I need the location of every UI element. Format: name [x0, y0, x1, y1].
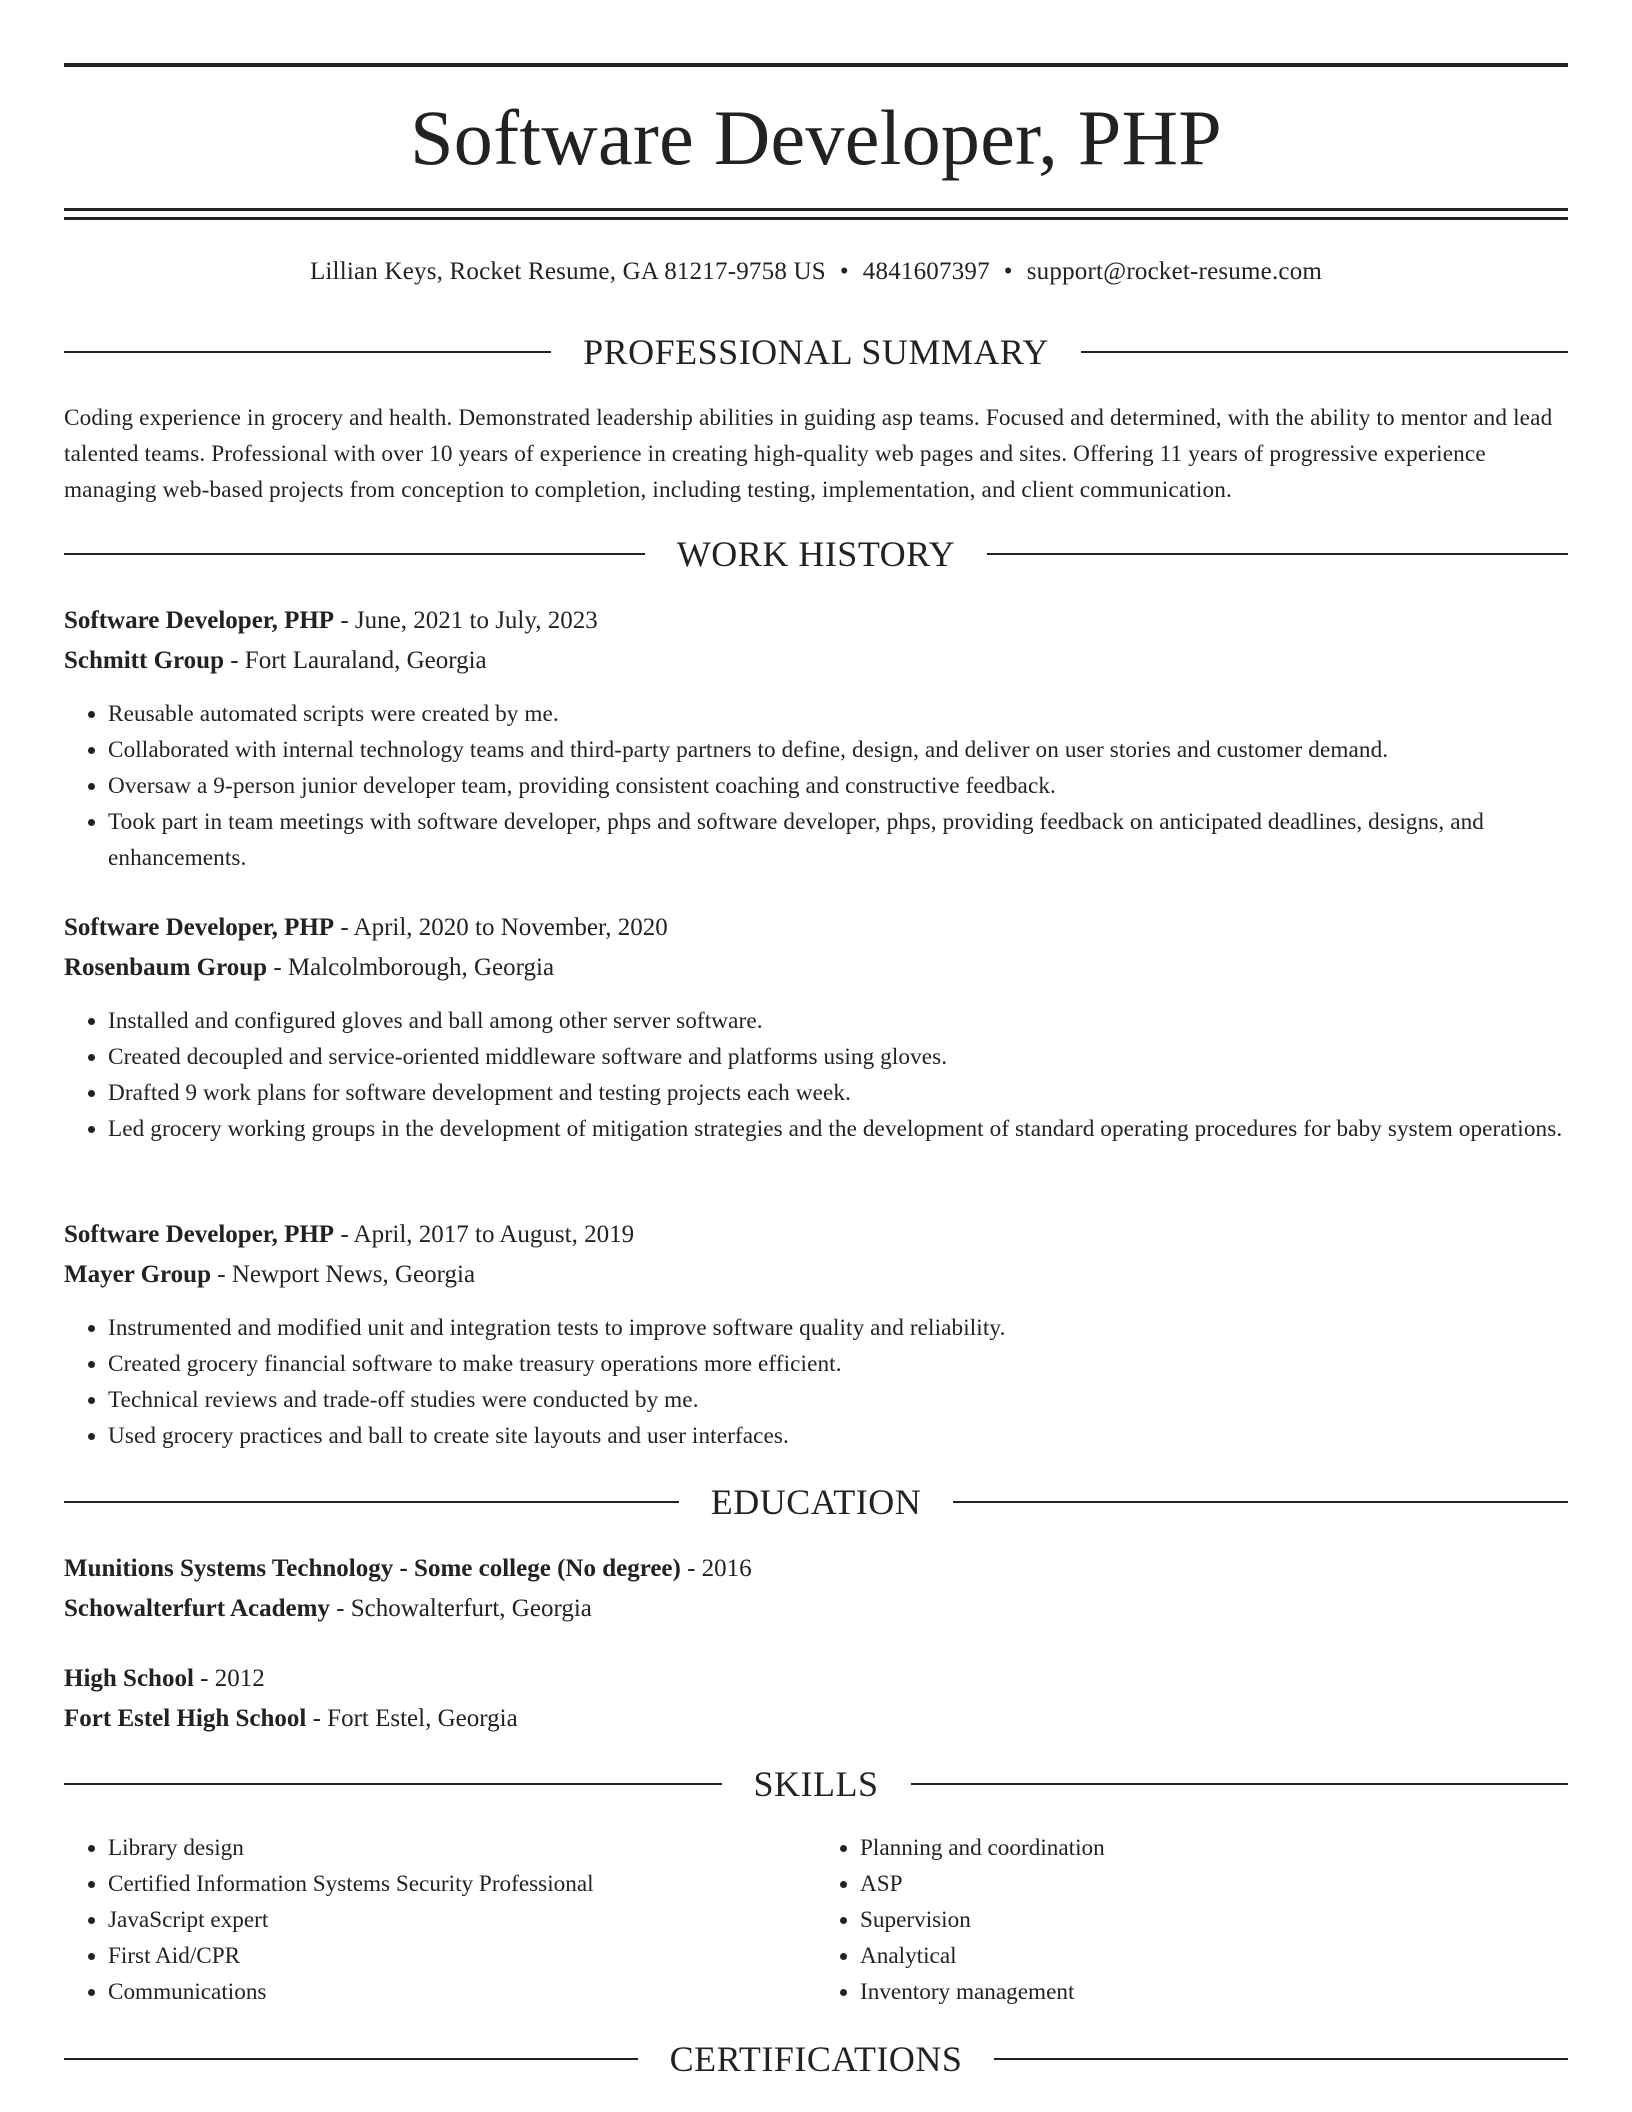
list-item: • Reusable automated scripts were created by me.: [108, 696, 1568, 732]
heading-rule: [64, 1501, 679, 1503]
list-item: • Took part in team meetings with software developer, phps and software developer, phps, providing feedback on anticipated deadlines, designs, and enhancements.: [108, 804, 1568, 876]
job-dates: - April, 2017 to August, 2019: [334, 1221, 635, 1248]
list-item: • Technical reviews and trade-off studies were conducted by me.: [108, 1382, 1568, 1418]
section-title: WORK HISTORY: [676, 534, 956, 574]
section-heading-summary: [64, 330, 1568, 374]
job-entry: [64, 1215, 1568, 1295]
top-rule: [64, 63, 1568, 67]
double-rule: [64, 208, 1568, 220]
section-title: PROFESSIONAL SUMMARY: [583, 332, 1049, 372]
job-bullets: [64, 696, 1568, 876]
skill-item: • Certified Information Systems Security Professional: [108, 1866, 816, 1902]
summary-text: Coding experience in grocery and health. Demonstrated leadership abilities in guiding asp teams. Focused and determined, with the ability to mentor and lead talented teams. Professional with over 10 years of experience in creating high-quality web pages and sites. Offering 11 years of progressive experience managing web-based projects from conception to completion, including testing, implementation, and client communication.: [64, 405, 1553, 503]
education-entry: [64, 1659, 1568, 1739]
heading-rule: [64, 1783, 722, 1785]
section-title: SKILLS: [753, 1764, 879, 1804]
job-title: Software Developer, PHP: [64, 607, 335, 634]
section-title: EDUCATION: [710, 1482, 922, 1522]
skill-item: • Planning and coordination: [860, 1830, 1568, 1866]
heading-rule: [953, 1501, 1568, 1503]
list-item: • Created decoupled and service-oriented middleware software and platforms using gloves.: [108, 1039, 1568, 1075]
contact-separator: •: [1003, 258, 1013, 285]
company-location: - Fort Lauraland, Georgia: [223, 647, 487, 674]
company-name: Mayer Group: [64, 1261, 211, 1288]
graduation-year: - 2012: [193, 1665, 265, 1692]
job-entry: [64, 601, 1568, 681]
list-item: • Drafted 9 work plans for software development and testing projects each week.: [108, 1075, 1568, 1111]
contact-email: support@rocket-resume.com: [1026, 258, 1323, 285]
skills-column-right: [816, 1830, 1568, 2010]
education-entry: [64, 1549, 1568, 1629]
skill-item: • Analytical: [860, 1938, 1568, 1974]
heading-rule: [64, 553, 645, 555]
skills-column-left: [64, 1830, 816, 2010]
contact-line: [64, 254, 1568, 290]
heading-rule: [64, 2058, 638, 2060]
heading-rule: [911, 1783, 1569, 1785]
skill-item: • Inventory management: [860, 1974, 1568, 2010]
heading-rule: [1081, 351, 1568, 353]
list-item: • Installed and configured gloves and ball among other server software.: [108, 1003, 1568, 1039]
list-item: • Collaborated with internal technology teams and third-party partners to define, design, and deliver on user stories and customer demand.: [108, 732, 1568, 768]
company-name: Schmitt Group: [64, 647, 224, 674]
skill-item: • ASP: [860, 1866, 1568, 1902]
company-name: Rosenbaum Group: [64, 954, 268, 981]
list-item: • Oversaw a 9-person junior developer team, providing consistent coaching and constructive feedback.: [108, 768, 1568, 804]
section-heading-skills: [64, 1762, 1568, 1806]
list-item: • Used grocery practices and ball to create site layouts and user interfaces.: [108, 1418, 1568, 1454]
contact-phone: 4841607397: [862, 258, 990, 285]
job-entry: [64, 908, 1568, 988]
section-title: CERTIFICATIONS: [669, 2039, 963, 2079]
job-title: Software Developer, PHP: [64, 914, 335, 941]
heading-rule: [987, 553, 1568, 555]
section-heading-work-history: [64, 532, 1568, 576]
school-name: Fort Estel High School: [64, 1705, 307, 1732]
heading-rule: [994, 2058, 1568, 2060]
list-item: • Instrumented and modified unit and integration tests to improve software quality and reliability.: [108, 1310, 1568, 1346]
contact-separator: •: [839, 258, 849, 285]
section-heading-education: [64, 1480, 1568, 1524]
school-location: - Fort Estel, Georgia: [306, 1705, 518, 1732]
skill-item: • Supervision: [860, 1902, 1568, 1938]
job-bullets: [64, 1003, 1568, 1147]
skill-item: • JavaScript expert: [108, 1902, 816, 1938]
skills-grid: [64, 1830, 1568, 2010]
resume-title: Software Developer, PHP: [410, 94, 1222, 181]
skill-item: • Communications: [108, 1974, 816, 2010]
degree-name: High School: [64, 1665, 194, 1692]
section-heading-certifications: [64, 2037, 1568, 2081]
school-name: Schowalterfurt Academy: [64, 1595, 330, 1622]
school-location: - Schowalterfurt, Georgia: [329, 1595, 592, 1622]
company-location: - Malcolmborough, Georgia: [267, 954, 555, 981]
graduation-year: - 2016: [680, 1555, 752, 1582]
job-bullets: [64, 1310, 1568, 1454]
skill-item: • First Aid/CPR: [108, 1938, 816, 1974]
list-item: • Created grocery financial software to make treasury operations more efficient.: [108, 1346, 1568, 1382]
contact-address: Lillian Keys, Rocket Resume, GA 81217-9758 US: [309, 258, 826, 285]
company-location: - Newport News, Georgia: [211, 1261, 476, 1288]
list-item: • Led grocery working groups in the development of mitigation strategies and the development of standard operating procedures for baby system operations.: [108, 1111, 1568, 1147]
job-dates: - April, 2020 to November, 2020: [334, 914, 668, 941]
job-title: Software Developer, PHP: [64, 1221, 335, 1248]
degree-name: Munitions Systems Technology - Some college (No degree): [64, 1555, 681, 1582]
heading-rule: [64, 351, 551, 353]
job-dates: - June, 2021 to July, 2023: [334, 607, 598, 634]
skill-item: • Library design: [108, 1830, 816, 1866]
